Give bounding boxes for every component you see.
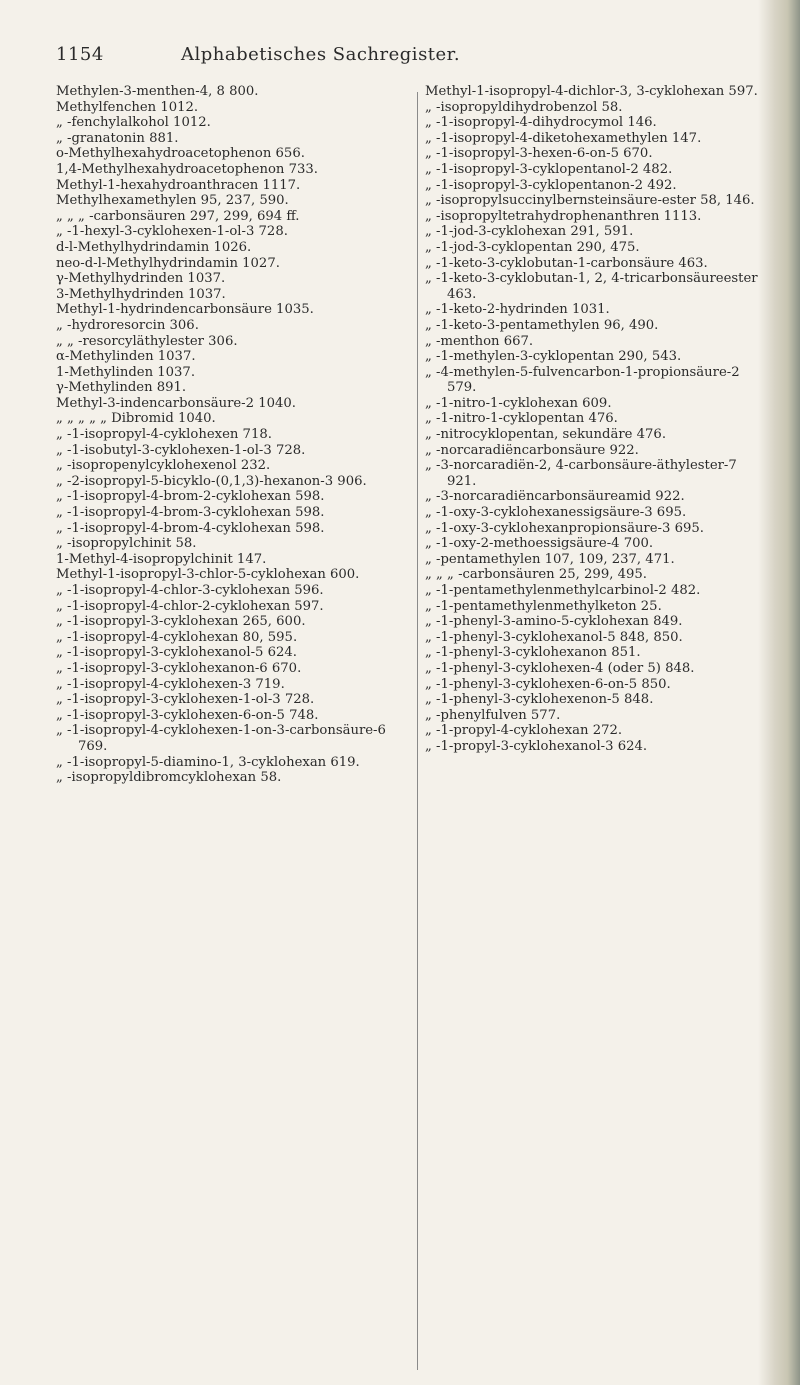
index-entry: „ -isopropyldibromcyklohexan 58. [56,770,282,786]
index-entry: Methyl-1-hydrindencarbonsäure 1035. [56,302,314,318]
right-column [425,84,760,755]
index-entry: „ -1-isopropyl-4-cyklohexen-1-on-3-carbonsäure-6 769. [56,723,386,754]
index-entry: „ -1-keto-2-hydrinden 1031. [425,302,610,318]
index-entry: „ -3-norcaradiën-2, 4-carbonsäure-äthylester-7 921. [425,458,737,489]
index-entry: „ -hydroresorcin 306. [56,317,199,333]
index-entry: „ „ „ „ „ Dibromid 1040. [56,411,216,427]
index-entry: „ -menthon 667. [425,333,534,349]
index-entry: „ -4-methylen-5-fulvencarbon-1-propionsäure-2 579. [425,364,740,396]
index-entry: „ -1-phenyl-3-cyklohexen-4 (oder 5) 848. [425,660,695,676]
index-entry: „ -1-jod-3-cyklopentan 290, 475. [425,239,640,255]
index-entry: „ -1-pentamethylenmethylketon 25. [425,598,662,614]
index-entry: „ -1-keto-3-cyklobutan-1, 2, 4-tricarbonsäureester 463. [425,271,758,302]
index-entry: 3-Methylhydrinden 1037. [56,286,226,302]
index-entry: „ -nitrocyklopentan, sekundäre 476. [425,427,667,443]
index-entry: Methyl-3-indencarbonsäure-2 1040. [56,395,296,411]
index-entry: 1-Methylinden 1037. [56,364,196,380]
index-entry: „ -1-jod-3-cyklohexan 291, 591. [425,224,634,240]
index-entry: „ -1-keto-3-cyklobutan-1-carbonsäure 463. [425,255,708,271]
index-entry: Methyl-1-isopropyl-3-chlor-5-cyklohexan 600. [56,567,360,583]
index-entry: „ -1-isopropyl-3-cyklohexan 265, 600. [56,614,306,630]
page-edge [758,0,800,1385]
index-entry: Methyl-1-hexahydroanthracen 1117. [56,177,301,193]
index-entry: „ -isopropenylcyklohexenol 232. [56,458,271,474]
index-entry: „ -phenylfulven 577. [425,707,561,723]
index-entry: „ -1-oxy-2-methoessigsäure-4 700. [425,536,654,552]
index-entry: „ -1-oxy-3-cyklohexanpropionsäure-3 695. [425,520,704,536]
index-entry: „ -1-isopropyl-4-chlor-2-cyklohexan 597. [56,598,324,614]
index-entry: „ -1-isopropyl-4-brom-2-cyklohexan 598. [56,489,325,505]
index-entry: „ -isopropyldihydrobenzol 58. [425,99,623,115]
index-entry: „ „ „ -carbonsäuren 25, 299, 495. [425,567,647,583]
index-entry: Methyl-1-isopropyl-4-dichlor-3, 3-cyklohexan 597. [425,84,758,99]
page-title: Alphabetisches Sachregister. [181,44,461,65]
index-entry: „ -1-phenyl-3-cyklohexenon-5 848. [425,692,654,708]
index-entry: „ -pentamethylen 107, 109, 237, 471. [425,551,675,567]
index-entry: „ -1-isopropyl-4-chlor-3-cyklohexan 596. [56,583,324,598]
index-entry: „ -1-isopropyl-3-hexen-6-on-5 670. [425,146,653,162]
index-entry: „ -1-phenyl-3-amino-5-cyklohexan 849. [425,614,683,630]
index-entry: „ -1-isopropyl-3-cyklohexen-1-ol-3 728. [56,692,315,708]
index-entry: „ -norcaradiëncarbonsäure 922. [425,442,639,458]
index-entry: o-Methylhexahydroacetophenon 656. [56,146,305,162]
index-entry: „ -1-nitro-1-cyklopentan 476. [425,411,618,427]
index-entry: „ -1-hexyl-3-cyklohexen-1-ol-3 728. [56,224,288,240]
index-entry: 1-Methyl-4-isopropylchinit 147. [56,551,267,567]
index-entry: „ -2-isopropyl-5-bicyklo-(0,1,3)-hexanon-3 906. [56,473,367,489]
index-entry: „ „ „ -carbonsäuren 297, 299, 694 ff. [56,208,300,224]
page-number: 1154 [56,44,104,65]
index-entry: 1,4-Methylhexahydroacetophenon 733. [56,161,318,177]
index-entry: „ -1-isopropyl-4-dihydrocymol 146. [425,115,657,131]
index-entry: „ -1-phenyl-3-cyklohexen-6-on-5 850. [425,676,671,692]
index-entry: „ -1-phenyl-3-cyklohexanon 851. [425,645,641,661]
index-entry: „ -1-isopropyl-4-brom-3-cyklohexan 598. [56,505,325,521]
column-divider [417,92,418,1370]
index-entry: „ -isopropyltetrahydrophenanthren 1113. [425,208,702,224]
index-entry: „ -1-propyl-3-cyklohexanol-3 624. [425,738,648,754]
index-entry: „ -1-isopropyl-3-cyklopentanol-2 482. [425,161,673,177]
index-entry: „ -1-isobutyl-3-cyklohexen-1-ol-3 728. [56,442,306,458]
index-entry: „ -3-norcaradiëncarbonsäureamid 922. [425,489,685,505]
index-entry: „ -1-keto-3-pentamethylen 96, 490. [425,317,659,333]
index-entry: „ „ -resorcyläthylester 306. [56,333,238,349]
index-entry: „ -1-propyl-4-cyklohexan 272. [425,723,623,739]
index-entry: „ -1-isopropyl-4-cyklohexen-3 719. [56,676,285,692]
index-entry: „ -1-methylen-3-cyklopentan 290, 543. [425,349,682,365]
index-entry: „ -1-isopropyl-4-cyklohexan 80, 595. [56,629,298,645]
index-entry: „ -isopropylchinit 58. [56,536,197,552]
index-entry: „ -1-pentamethylenmethylcarbinol-2 482. [425,583,701,598]
left-column [56,84,411,786]
index-entry: Methylfenchen 1012. [56,99,199,115]
index-entry: Methylen-3-menthen-4, 8 800. [56,84,259,99]
index-entry: Methylhexamethylen 95, 237, 590. [56,193,289,209]
index-entry: „ -isopropylsuccinylbernsteinsäure-ester 58, 146. [425,193,755,209]
index-entry: „ -1-isopropyl-3-cyklohexen-6-on-5 748. [56,707,319,723]
index-entry: „ -1-isopropyl-3-cyklopentanon-2 492. [425,177,677,193]
index-entry: „ -1-isopropyl-3-cyklohexanon-6 670. [56,660,302,676]
index-entry: „ -1-nitro-1-cyklohexan 609. [425,395,612,411]
index-entry: „ -granatonin 881. [56,130,179,146]
index-entry: „ -1-isopropyl-5-diamino-1, 3-cyklohexan 619. [56,754,360,770]
index-entry: γ-Methylhydrinden 1037. [56,271,226,287]
index-entry: d-l-Methylhydrindamin 1026. [56,239,252,255]
index-entry: „ -1-isopropyl-4-diketohexamethylen 147. [425,130,702,146]
index-entry: γ-Methylinden 891. [56,380,187,396]
index-entry: „ -1-oxy-3-cyklohexanessigsäure-3 695. [425,505,687,521]
index-entry: „ -1-phenyl-3-cyklohexanol-5 848, 850. [425,629,683,645]
index-entry: „ -1-isopropyl-4-cyklohexen 718. [56,427,272,443]
index-entry: „ -fenchylalkohol 1012. [56,115,211,131]
index-entry: „ -1-isopropyl-3-cyklohexanol-5 624. [56,645,297,661]
index-entry: neo-d-l-Methylhydrindamin 1027. [56,255,280,271]
index-entry: „ -1-isopropyl-4-brom-4-cyklohexan 598. [56,520,325,536]
index-entry: α-Methylinden 1037. [56,349,196,365]
